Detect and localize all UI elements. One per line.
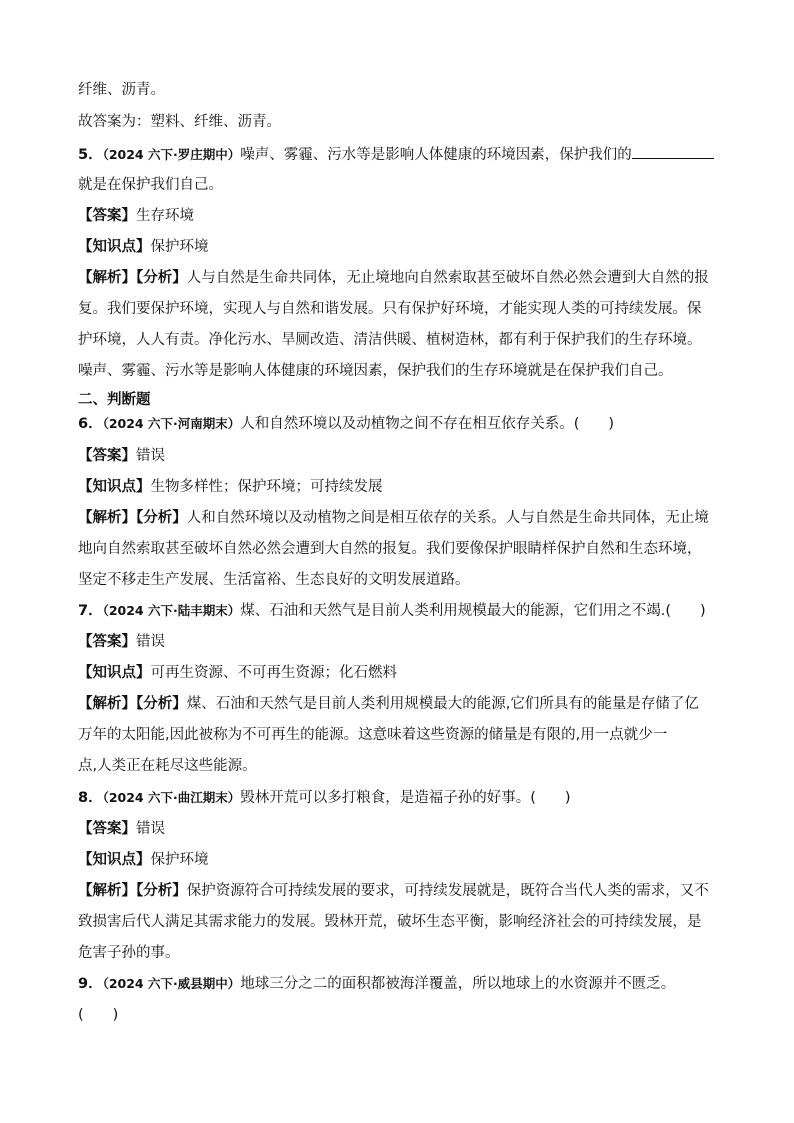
question-number: 9． — [78, 976, 103, 992]
knowledge-point-line — [78, 237, 720, 257]
analysis-line: 致损害后代人满足其需求能力的发展。毁林开荒，破坏生态平衡，影响经济社会的可持续发展，是 — [78, 914, 702, 930]
text-line: ( ) — [78, 1007, 119, 1023]
analysis-line: 【解析】【分析】人和自然环境以及动植物之间是相互依存的关系。人与自然是生命共同体，无止境 — [78, 510, 709, 526]
analysis-line: 点,人类正在耗尽这些能源。 — [78, 758, 257, 774]
question-source: （2024 六下·曲江期末） — [102, 790, 241, 805]
knowledge-point-label: 【知识点】 — [78, 239, 151, 255]
analysis-line: 【解析】【分析】保护资源符合可持续发展的要求，可持续发展就是，既符合当代人类的需求，又不 — [78, 883, 709, 899]
answer-label: 【答案】 — [78, 208, 136, 224]
answer-value: 错误 — [136, 821, 165, 837]
answer-label: 【答案】 — [78, 448, 136, 464]
answer-label: 【答案】 — [78, 634, 136, 650]
analysis-line: 护环境，人人有责。净化污水、旱厕改造、清洁供暖、植树造林，都有利于保护我们的生存环境。 — [78, 332, 702, 348]
question-text: 地球三分之二的面积都被海洋覆盖，所以地球上的水资源并不匮乏。 — [240, 976, 676, 992]
answer-value: 错误 — [136, 448, 165, 464]
analysis-line: 复。我们要保护环境，实现人与自然和谐发展。只有保护好环境，才能实现人类的可持续发展。保 — [78, 301, 702, 317]
question-5 — [78, 144, 720, 165]
question-text: 噪声、雾霾、污水等是影响人体健康的环境因素，保护我们的 — [240, 147, 632, 163]
answer-value: 生存环境 — [136, 208, 194, 224]
analysis-line: 地向自然索取甚至破坏自然必然会遭到大自然的报复。我们要像保护眼睛样保护自然和生态环境， — [78, 541, 702, 557]
analysis-line: 【解析】【分析】人与自然是生命共同体，无止境地向自然索取甚至破坏自然必然会遭到大自然的报 — [78, 270, 709, 286]
text-line: 就是在保护我们自己。 — [78, 177, 223, 193]
question-7 — [78, 601, 720, 621]
knowledge-point-label: 【知识点】 — [78, 479, 151, 495]
answer-line — [78, 632, 720, 652]
knowledge-point-line — [78, 663, 720, 683]
question-6 — [78, 414, 720, 434]
section-heading: 二、判断题 — [78, 392, 151, 408]
question-number: 7． — [78, 603, 103, 619]
answer-line — [78, 819, 720, 839]
question-source: （2024 六下·威县期中） — [102, 976, 241, 991]
analysis-line: 危害子孙的事。 — [78, 945, 180, 961]
analysis-line: 坚定不移走生产发展、生活富裕、生态良好的文明发展道路。 — [78, 572, 470, 588]
answer-label: 【答案】 — [78, 821, 136, 837]
question-9 — [78, 974, 720, 994]
question-text: 人和自然环境以及动植物之间不存在相互依存关系。( ) — [240, 416, 615, 432]
answer-line — [78, 206, 720, 226]
answer-line — [78, 446, 720, 466]
question-number: 6． — [78, 416, 103, 432]
question-text: 煤、石油和天然气是目前人类利用规模最大的能源，它们用之不竭.( ) — [240, 603, 706, 619]
analysis-label: 【解析】【分析】 — [78, 270, 187, 286]
knowledge-point-line — [78, 850, 720, 870]
analysis-label: 【解析】【分析】 — [78, 883, 187, 899]
question-source: （2024 六下·陆丰期末） — [102, 603, 241, 618]
analysis-line: 万年的太阳能,因此被称为不可再生的能源。这意味着这些资源的储量是有限的,用一点就少一 — [78, 727, 668, 743]
question-source: （2024 六下·罗庄期中） — [102, 147, 241, 162]
knowledge-point-value: 生物多样性；保护环境；可持续发展 — [150, 479, 383, 495]
text-line: 纤维、沥青。 — [78, 82, 165, 98]
text-line: 故答案为：塑料、纤维、沥青。 — [78, 114, 281, 130]
knowledge-point-value: 保护环境 — [150, 852, 209, 868]
knowledge-point-value: 保护环境 — [150, 239, 209, 255]
knowledge-point-value: 可再生资源、不可再生资源；化石燃料 — [150, 665, 397, 681]
question-text: 毁林开荒可以多打粮食，是造福子孙的好事。( ) — [240, 790, 571, 806]
question-source: （2024 六下·河南期末） — [102, 416, 241, 431]
analysis-line: 【解析】【分析】煤、石油和天然气是目前人类利用规模最大的能源,它们所具有的能量是存储了亿 — [78, 696, 699, 712]
analysis-label: 【解析】【分析】 — [78, 510, 187, 526]
knowledge-point-label: 【知识点】 — [78, 852, 151, 868]
question-8 — [78, 788, 720, 808]
analysis-label: 【解析】【分析】 — [78, 696, 187, 712]
question-number: 8． — [78, 790, 103, 806]
answer-value: 错误 — [136, 634, 165, 650]
knowledge-point-line — [78, 477, 720, 497]
question-number: 5． — [78, 147, 103, 163]
knowledge-point-label: 【知识点】 — [78, 665, 151, 681]
answer-blank — [632, 144, 714, 159]
analysis-line: 噪声、雾霾、污水等是影响人体健康的环境因素，保护我们的生存环境就是在保护我们自己。 — [78, 363, 673, 379]
